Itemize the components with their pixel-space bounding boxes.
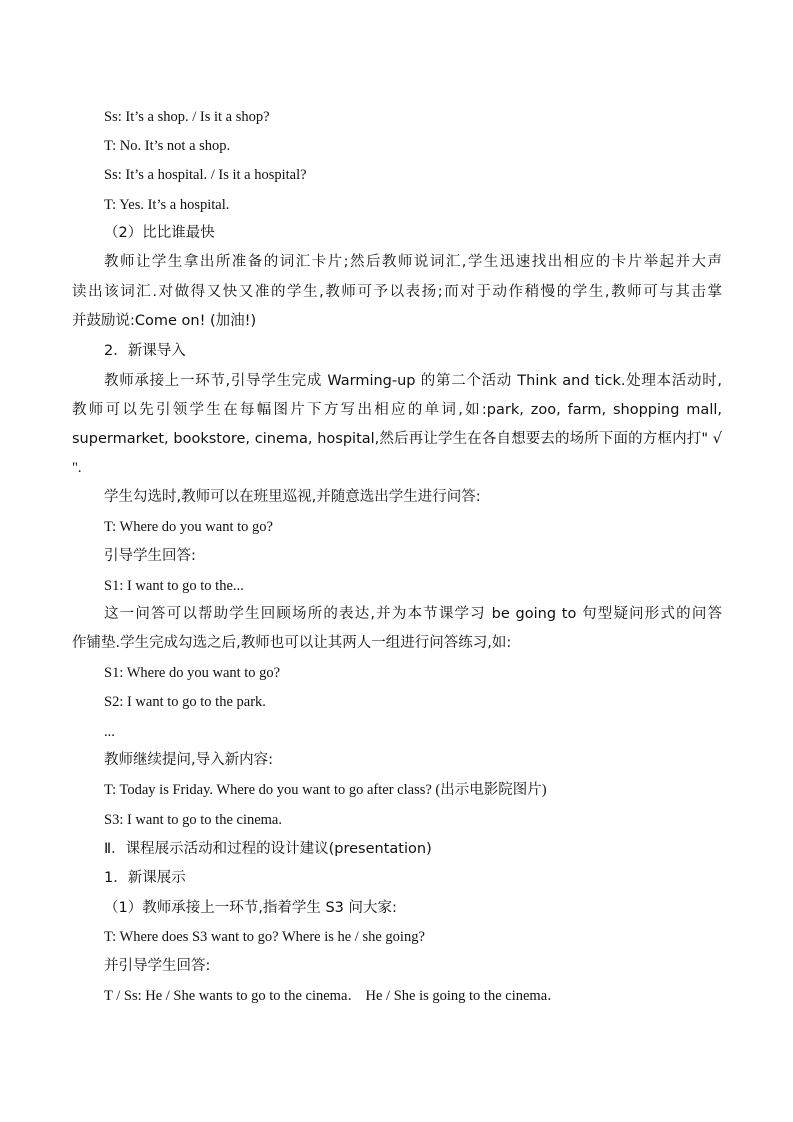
paragraph-line: 引导学生回答: <box>104 548 196 564</box>
dialogue-line: T: Yes. It’s a hospital. <box>104 197 230 213</box>
dialogue-line: S1: I want to go to the... <box>104 578 244 594</box>
dialogue-line: T / Ss: He / She wants to go to the cinema． He / She is going to the cinema． <box>104 988 562 1004</box>
section-heading: Ⅱ．课程展示活动和过程的设计建议(presentation) <box>104 841 432 857</box>
dialogue-line: T: Where do you want to go? <box>104 519 273 535</box>
paragraph-line: ". <box>72 460 82 476</box>
paragraph-line: 教师承接上一环节,引导学生完成 Warming-up 的第二个活动 Think and tick.处理本活动时, <box>104 373 722 389</box>
paragraph-line: 作铺垫.学生完成勾选之后,教师也可以让其两人一组进行问答练习,如: <box>72 635 512 651</box>
section-heading: 2．新课导入 <box>104 343 186 359</box>
dialogue-line: S1: Where do you want to go? <box>104 665 281 681</box>
paragraph-line: 教师让学生拿出所准备的词汇卡片;然后教师说词汇,学生迅速找出相应的卡片举起并大声 <box>104 254 722 270</box>
section-heading: 1．新课展示 <box>104 870 186 886</box>
paragraph-line: 教师继续提问,导入新内容: <box>104 752 273 768</box>
paragraph-line: 读出该词汇.对做得又快又准的学生,教师可予以表扬;而对于动作稍慢的学生,教师可与其击掌 <box>72 284 722 300</box>
dialogue-line: Ss: It’s a hospital. / Is it a hospital? <box>104 167 307 183</box>
subsection-heading: （1）教师承接上一环节,指着学生 S3 问大家: <box>104 900 397 916</box>
dialogue-line: T: No. It’s not a shop. <box>104 138 231 154</box>
paragraph-line: supermarket, bookstore, cinema, hospital,然后再让学生在各自想要去的场所下面的方框内打" √ <box>72 431 722 447</box>
paragraph-line: 这一问答可以帮助学生回顾场所的表达,并为本节课学习 be going to 句型疑问形式的问答 <box>104 606 722 622</box>
dialogue-line: T: Where does S3 want to go? Where is he / she going? <box>104 929 425 945</box>
ellipsis-line: ... <box>104 724 115 740</box>
dialogue-line: S3: I want to go to the cinema. <box>104 812 282 828</box>
paragraph-line: 教师可以先引领学生在每幅图片下方写出相应的单词,如:park, zoo, farm, shopping mall, <box>72 402 722 418</box>
subsection-heading: （2）比比谁最快 <box>104 225 215 241</box>
dialogue-line: S2: I want to go to the park. <box>104 694 266 710</box>
dialogue-line: T: Today is Friday. Where do you want to go after class? (出示电影院图片) <box>104 782 547 798</box>
paragraph-line: 学生勾选时,教师可以在班里巡视,并随意选出学生进行问答: <box>104 489 481 505</box>
dialogue-line: Ss: It’s a shop. / Is it a shop? <box>104 109 270 125</box>
paragraph-line: 并鼓励说:Come on! (加油!) <box>72 313 257 329</box>
paragraph-line: 并引导学生回答: <box>104 958 211 974</box>
